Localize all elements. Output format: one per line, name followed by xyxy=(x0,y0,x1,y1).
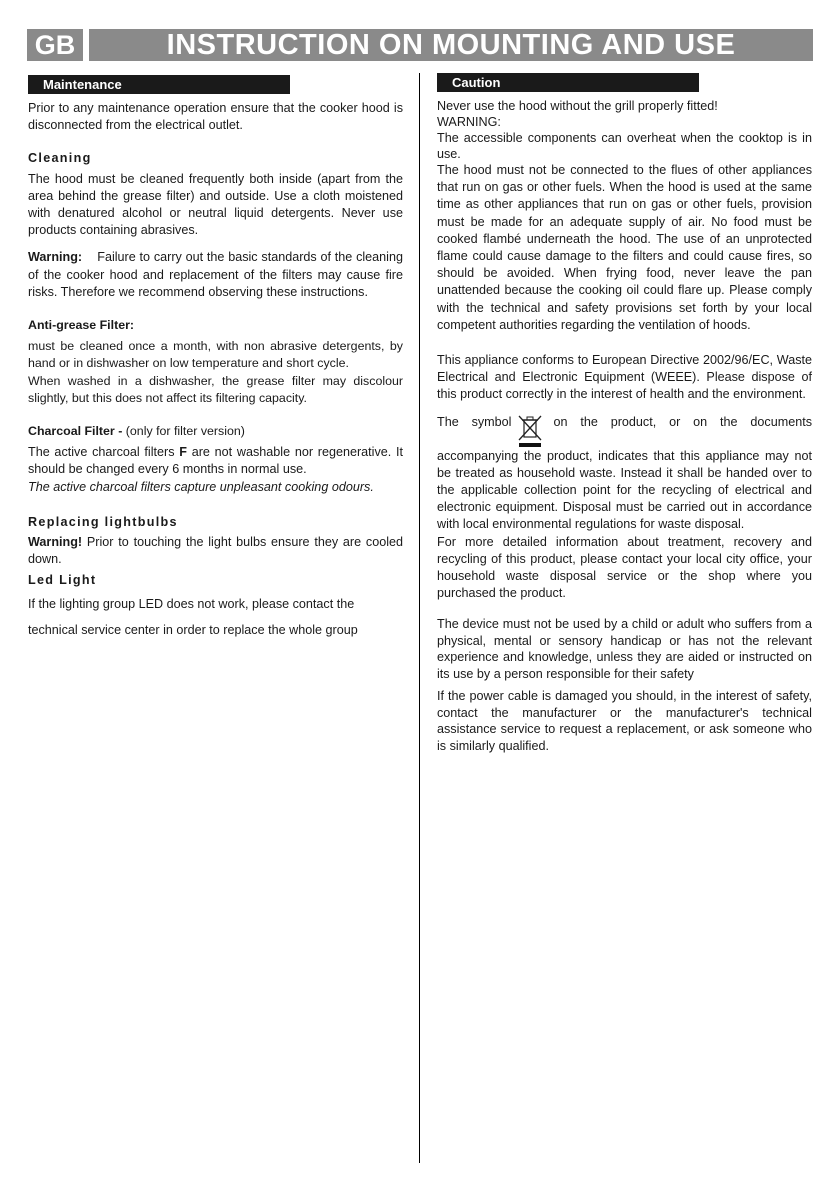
charcoal-title: Charcoal Filter - xyxy=(28,424,123,439)
cable-paragraph: If the power cable is damaged you should, in the interest of safety, contact the manufacturer or the manufacturer's technical assistance service to request a replacement, or ask someone who is similarly qualified. xyxy=(437,689,812,753)
antigrease-text-2: When washed in a dishwasher, the grease filter may discolour slightly, but this does not affect its filtering capacity. xyxy=(28,373,403,405)
charcoal-text-b: are not washable nor regenerative. It should be changed every 6 months in normal use. xyxy=(28,445,404,477)
warning-text: Failure to carry out the basic standards of the cleaning of the cooker hood and replacement of the filters may cause fire risks. Therefore we recommend observing these instructions. xyxy=(28,250,403,299)
cleaning-heading: Cleaning xyxy=(28,151,92,166)
bulbs-heading: Replacing lightbulbs xyxy=(28,514,178,529)
crossed-bin-icon xyxy=(515,414,545,448)
warning-paragraph xyxy=(28,249,403,301)
cleaning-text: The hood must be cleaned frequently both inside (apart from the area behind the grease filter) and outside. Use a cloth moistened with denatured alcohol or neutral liquid detergents. Never use products containing abrasives. xyxy=(28,171,403,238)
left-column xyxy=(28,75,403,643)
caution-heading: Caution xyxy=(437,73,699,92)
symbol-lead: The symbol xyxy=(437,414,512,429)
charcoal-italic-text: The active charcoal filters capture unpleasant cooking odours. xyxy=(28,479,374,494)
weee-paragraph: This appliance conforms to European Directive 2002/96/EC, Waste Electrical and Electronic Equipment (WEEE). Please dispose of this product correctly in the interest of health and the environment. xyxy=(437,353,812,402)
antigrease-text-1: must be cleaned once a month, with non abrasive detergents, by hand or in dishwasher on low temperature and short cycle. xyxy=(28,339,403,371)
caution-line-2: WARNING: xyxy=(437,115,501,129)
maintenance-text: Prior to any maintenance operation ensure that the cooker hood is disconnected from the electrical outlet. xyxy=(28,101,403,133)
antigrease-heading: Anti-grease Filter: xyxy=(28,318,135,333)
bulbs-warning-text: Prior to touching the light bulbs ensure they are cooled down. xyxy=(28,535,404,567)
caution-line-1: Never use the hood without the grill properly fitted! xyxy=(437,99,718,113)
charcoal-text xyxy=(28,444,403,478)
caution-line-3: The accessible components can overheat when the cooktop is in use. xyxy=(437,131,812,161)
maintenance-heading: Maintenance xyxy=(28,75,290,94)
led-text: If the lighting group LED does not work, please contact the technical service center in order to replace the whole group xyxy=(28,596,358,637)
device-paragraph: The device must not be used by a child or adult who suffers from a physical, mental or sensory handicap or has not the relevant experience and knowledge, unless they are aided or instructed on its use by a person responsible for their safety xyxy=(437,617,812,681)
symbol-text: on the product, or on the documents accompanying the product, indicates that this appliance may not be treated as household waste. Instead it shall be handed over to the applicable collection point for the recycling of electrical and electronic equipment. Disposal must be carried out in accordance with local environmental regulations for waste disposal. xyxy=(437,414,812,532)
caution-paragraph: The hood must not be connected to the flues of other appliances that run on gas or other fuels. When the hood is used at the same time as other appliances that run on gas or other fuels, provision must be made for an adequate supply of air. No food must be cooked flambé underneath the hood. The use of an unprotected flame could cause damage to the filters and could cause fires, so should be avoided. When frying food, never leave the pan unattended because the cooking oil could flare up. Please comply with the technical and safety provisions set forth by your local competent authorities regarding the ventilation of hoods. xyxy=(437,163,812,332)
symbol-paragraph xyxy=(437,414,812,534)
page-title: INSTRUCTION ON MOUNTING AND USE xyxy=(89,29,813,61)
charcoal-note: (only for filter version) xyxy=(125,424,245,439)
charcoal-heading xyxy=(28,423,403,440)
column-divider xyxy=(419,73,420,1163)
charcoal-letter: F xyxy=(179,445,187,460)
right-column xyxy=(437,73,812,754)
bulbs-warning-label: Warning! xyxy=(28,535,83,550)
bulbs-warning xyxy=(28,534,403,568)
charcoal-text-a: The active charcoal filters xyxy=(28,445,175,460)
warning-label: Warning: xyxy=(28,250,83,265)
led-heading: Led Light xyxy=(28,573,97,588)
info-paragraph: For more detailed information about treatment, recovery and recycling of this product, please contact your local city office, your household waste disposal service or the shop where you purchased the product. xyxy=(437,534,812,601)
language-code-badge: GB xyxy=(27,29,83,61)
